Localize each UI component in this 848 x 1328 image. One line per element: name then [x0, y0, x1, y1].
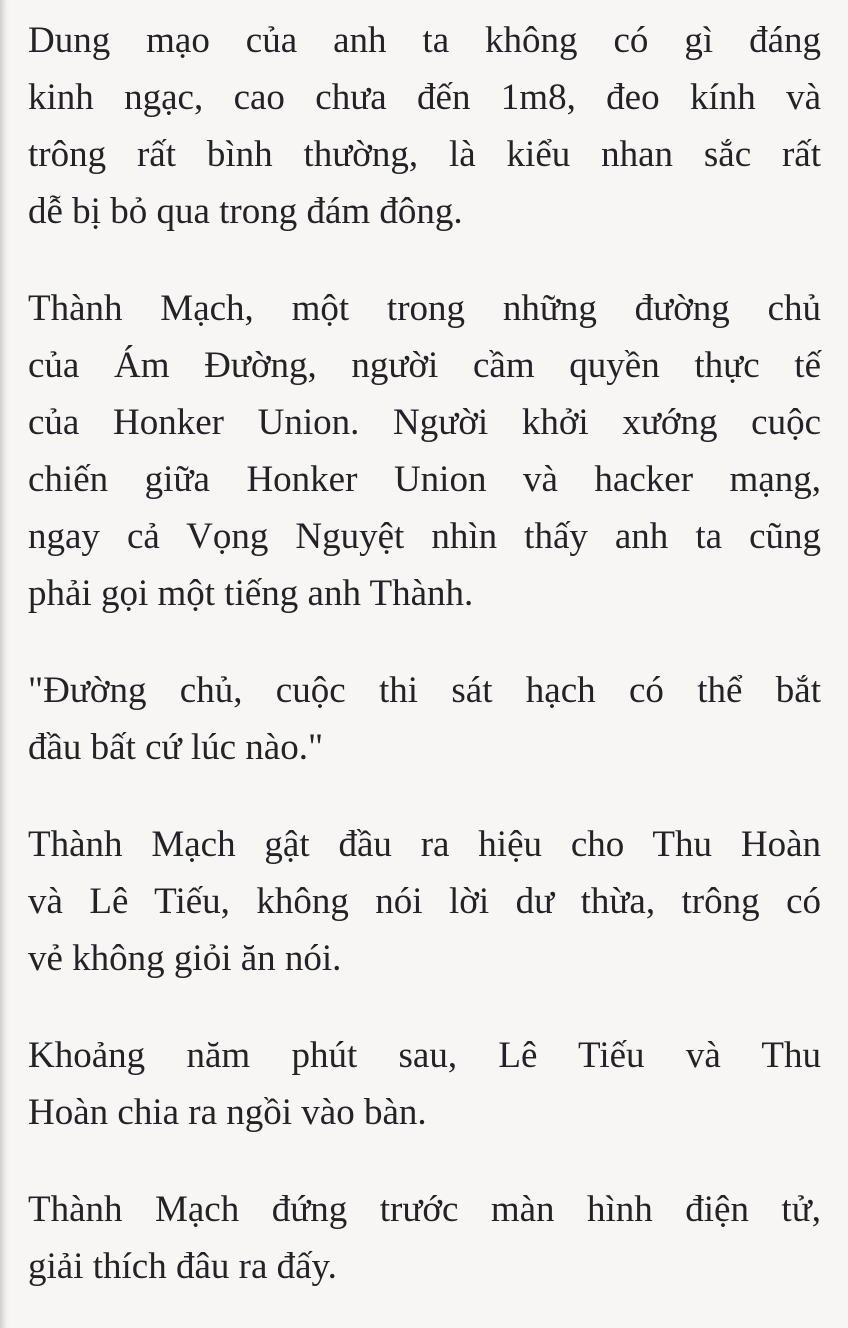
text-line: kinh ngạc, cao chưa đến 1m8, đeo kính và [28, 77, 821, 118]
text-line: và Lê Tiếu, không nói lời dư thừa, trông có [28, 881, 821, 922]
text-line: của Honker Union. Người khởi xướng cuộc [28, 402, 821, 443]
text-line: chiến giữa Honker Union và hacker mạng, [28, 459, 821, 500]
paragraph-3-quote [28, 662, 821, 776]
text-line: của Ám Đường, người cầm quyền thực tế [28, 345, 821, 386]
paragraph-6 [28, 1181, 821, 1295]
paragraph-5 [28, 1027, 821, 1141]
text-line: ngay cả Vọng Nguyệt nhìn thấy anh ta cũng [28, 516, 821, 557]
paragraph-4 [28, 816, 821, 987]
text-line: trông rất bình thường, là kiểu nhan sắc rất [28, 134, 821, 175]
paragraph-1 [28, 12, 821, 240]
text-line: đầu bất cứ lúc nào." [28, 727, 324, 768]
text-line: Thành Mạch, một trong những đường chủ [28, 288, 821, 329]
text-line: Hoàn chia ra ngồi vào bàn. [28, 1092, 427, 1133]
text-line: phải gọi một tiếng anh Thành. [28, 573, 474, 614]
text-line: giải thích đâu ra đấy. [28, 1246, 337, 1287]
text-line: Thành Mạch gật đầu ra hiệu cho Thu Hoàn [28, 824, 821, 865]
text-line: "Đường chủ, cuộc thi sát hạch có thể bắt [28, 670, 821, 711]
paragraph-2 [28, 280, 821, 622]
text-line: Dung mạo của anh ta không có gì đáng [28, 20, 821, 61]
text-line: Thành Mạch đứng trước màn hình điện tử, [28, 1189, 821, 1230]
text-line: Khoảng năm phút sau, Lê Tiếu và Thu [28, 1035, 821, 1076]
text-line: dễ bị bỏ qua trong đám đông. [28, 191, 463, 232]
text-line: vẻ không giỏi ăn nói. [28, 938, 342, 979]
